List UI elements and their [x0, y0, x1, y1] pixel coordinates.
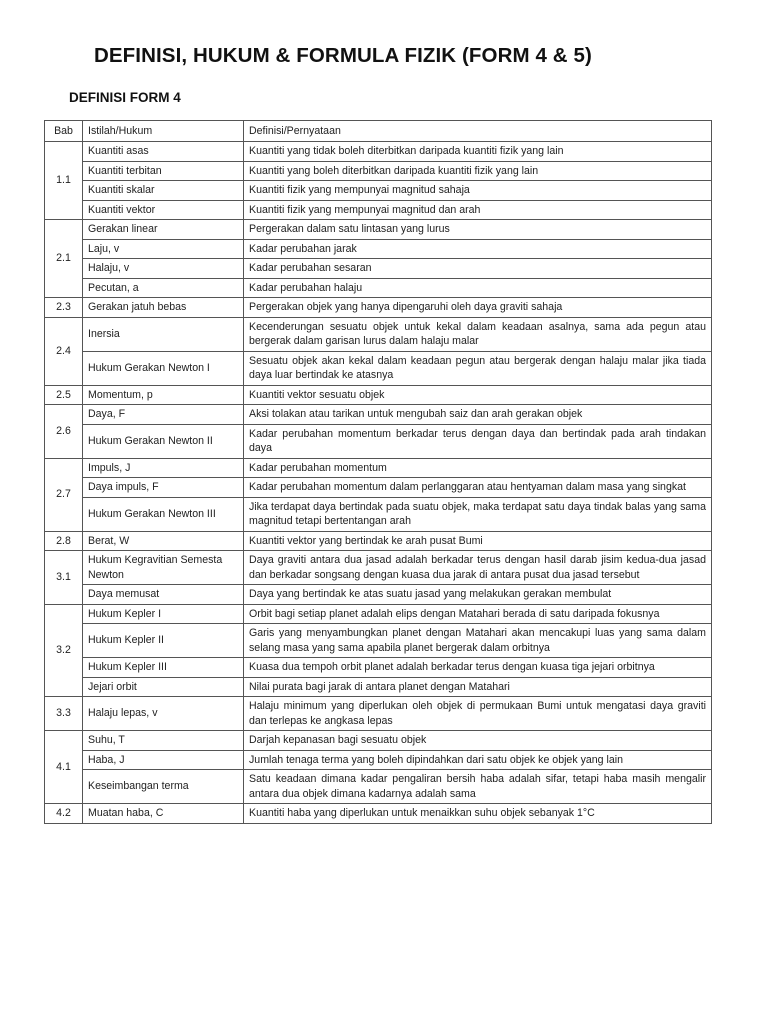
definition-cell: Kadar perubahan momentum berkadar terus dengan daya dan bertindak pada arah tindakan daya	[244, 424, 712, 458]
table-row	[45, 478, 712, 498]
term-cell: Hukum Gerakan Newton I	[83, 351, 244, 385]
table-row	[45, 239, 712, 259]
table-row	[45, 604, 712, 624]
chapter-number: 2.3	[45, 298, 83, 318]
definition-cell: Aksi tolakan atau tarikan untuk mengubah saiz dan arah gerakan objek	[244, 405, 712, 425]
table-row	[45, 677, 712, 697]
definition-cell: Kuantiti vektor yang bertindak ke arah pusat Bumi	[244, 531, 712, 551]
term-cell: Hukum Gerakan Newton III	[83, 497, 244, 531]
page-title: DEFINISI, HUKUM & FORMULA FIZIK (FORM 4 & 5)	[94, 44, 592, 67]
chapter-number: 3.1	[45, 551, 83, 605]
definition-cell: Garis yang menyambungkan planet dengan Matahari akan mencakupi luas yang sama dalam selang masa yang sama apabila planet bergerak dalam orbitnya	[244, 624, 712, 658]
chapter-number: 2.7	[45, 458, 83, 531]
definition-cell: Satu keadaan dimana kadar pengaliran bersih haba adalah sifar, tetapi haba masih mengalir antara dua objek dimana kadarnya adalah sama	[244, 770, 712, 804]
definition-cell: Kuantiti fizik yang mempunyai magnitud sahaja	[244, 181, 712, 201]
definition-cell: Kadar perubahan momentum	[244, 458, 712, 478]
term-cell: Halaju, v	[83, 259, 244, 279]
definition-cell: Daya graviti antara dua jasad adalah berkadar terus dengan hasil darab jisim kedua-dua jasad dan berkadar songsang dengan kuasa dua jarak di antara pusat dua jasad tersebut	[244, 551, 712, 585]
definition-cell: Kadar perubahan momentum dalam perlanggaran atau hentyaman dalam masa yang singkat	[244, 478, 712, 498]
table-row	[45, 259, 712, 279]
table-row	[45, 142, 712, 162]
definition-cell: Kuasa dua tempoh orbit planet adalah berkadar terus dengan kuasa tiga jejari orbitnya	[244, 658, 712, 678]
header-term: Istilah/Hukum	[83, 121, 244, 142]
table-row	[45, 624, 712, 658]
chapter-number: 2.6	[45, 405, 83, 459]
term-cell: Inersia	[83, 317, 244, 351]
definition-cell: Kecenderungan sesuatu objek untuk kekal dalam keadaan asalnya, sama ada pegun atau bergerak dalam garisan lurus dalam halaju malar	[244, 317, 712, 351]
term-cell: Laju, v	[83, 239, 244, 259]
table-row	[45, 278, 712, 298]
term-cell: Hukum Kepler I	[83, 604, 244, 624]
definition-cell: Darjah kepanasan bagi sesuatu objek	[244, 731, 712, 751]
table-row	[45, 531, 712, 551]
table-row	[45, 585, 712, 605]
table-row	[45, 220, 712, 240]
term-cell: Hukum Kepler III	[83, 658, 244, 678]
table-row	[45, 405, 712, 425]
definition-cell: Kuantiti vektor sesuatu objek	[244, 385, 712, 405]
term-cell: Daya, F	[83, 405, 244, 425]
chapter-number: 4.1	[45, 731, 83, 804]
definition-cell: Halaju minimum yang diperlukan oleh objek di permukaan Bumi untuk mengatasi daya graviti dan terlepas ke angkasa lepas	[244, 697, 712, 731]
chapter-number: 2.1	[45, 220, 83, 298]
section-title: DEFINISI FORM 4	[69, 90, 181, 105]
chapter-number: 3.2	[45, 604, 83, 697]
term-cell: Halaju lepas, v	[83, 697, 244, 731]
term-cell: Hukum Kepler II	[83, 624, 244, 658]
table-body	[45, 142, 712, 824]
term-cell: Gerakan linear	[83, 220, 244, 240]
table-row	[45, 298, 712, 318]
definition-cell: Orbit bagi setiap planet adalah elips dengan Matahari berada di satu daripada fokusnya	[244, 604, 712, 624]
term-cell: Keseimbangan terma	[83, 770, 244, 804]
term-cell: Suhu, T	[83, 731, 244, 751]
term-cell: Jejari orbit	[83, 677, 244, 697]
term-cell: Berat, W	[83, 531, 244, 551]
term-cell: Pecutan, a	[83, 278, 244, 298]
table-row	[45, 497, 712, 531]
header-definition: Definisi/Pernyataan	[244, 121, 712, 142]
definition-cell: Sesuatu objek akan kekal dalam keadaan pegun atau bergerak dengan halaju malar jika tiada daya luar bertindak ke atasnya	[244, 351, 712, 385]
chapter-number: 1.1	[45, 142, 83, 220]
chapter-number: 3.3	[45, 697, 83, 731]
definition-cell: Jumlah tenaga terma yang boleh dipindahkan dari satu objek ke objek yang lain	[244, 750, 712, 770]
table-row	[45, 770, 712, 804]
definition-cell: Kuantiti yang boleh diterbitkan daripada kuantiti fizik yang lain	[244, 161, 712, 181]
term-cell: Gerakan jatuh bebas	[83, 298, 244, 318]
term-cell: Haba, J	[83, 750, 244, 770]
table-row	[45, 424, 712, 458]
table-row	[45, 458, 712, 478]
header-bab: Bab	[45, 121, 83, 142]
term-cell: Hukum Kegravitian Semesta Newton	[83, 551, 244, 585]
term-cell: Kuantiti terbitan	[83, 161, 244, 181]
definition-cell: Kadar perubahan jarak	[244, 239, 712, 259]
table-row	[45, 351, 712, 385]
term-cell: Hukum Gerakan Newton II	[83, 424, 244, 458]
table-row	[45, 551, 712, 585]
term-cell: Momentum, p	[83, 385, 244, 405]
definition-cell: Kadar perubahan sesaran	[244, 259, 712, 279]
definition-cell: Nilai purata bagi jarak di antara planet dengan Matahari	[244, 677, 712, 697]
table-header-row	[45, 121, 712, 142]
table-row	[45, 658, 712, 678]
table-row	[45, 804, 712, 824]
term-cell: Impuls, J	[83, 458, 244, 478]
term-cell: Kuantiti asas	[83, 142, 244, 162]
table-row	[45, 161, 712, 181]
table-row	[45, 317, 712, 351]
definition-cell: Jika terdapat daya bertindak pada suatu objek, maka terdapat satu daya tindak balas yang sama magnitud tetapi bertentangan arah	[244, 497, 712, 531]
table-row	[45, 181, 712, 201]
definition-cell: Kuantiti yang tidak boleh diterbitkan daripada kuantiti fizik yang lain	[244, 142, 712, 162]
chapter-number: 2.8	[45, 531, 83, 551]
table-row	[45, 750, 712, 770]
term-cell: Kuantiti vektor	[83, 200, 244, 220]
table-row	[45, 200, 712, 220]
chapter-number: 2.4	[45, 317, 83, 385]
term-cell: Daya memusat	[83, 585, 244, 605]
table-row	[45, 385, 712, 405]
definitions-table	[44, 120, 712, 824]
definition-cell: Daya yang bertindak ke atas suatu jasad yang melakukan gerakan membulat	[244, 585, 712, 605]
chapter-number: 4.2	[45, 804, 83, 824]
term-cell: Daya impuls, F	[83, 478, 244, 498]
table-row	[45, 731, 712, 751]
term-cell: Muatan haba, C	[83, 804, 244, 824]
definition-cell: Kuantiti haba yang diperlukan untuk menaikkan suhu objek sebanyak 1°C	[244, 804, 712, 824]
definition-cell: Kuantiti fizik yang mempunyai magnitud dan arah	[244, 200, 712, 220]
table-row	[45, 697, 712, 731]
definition-cell: Kadar perubahan halaju	[244, 278, 712, 298]
chapter-number: 2.5	[45, 385, 83, 405]
definition-cell: Pergerakan dalam satu lintasan yang lurus	[244, 220, 712, 240]
definition-cell: Pergerakan objek yang hanya dipengaruhi oleh daya graviti sahaja	[244, 298, 712, 318]
term-cell: Kuantiti skalar	[83, 181, 244, 201]
